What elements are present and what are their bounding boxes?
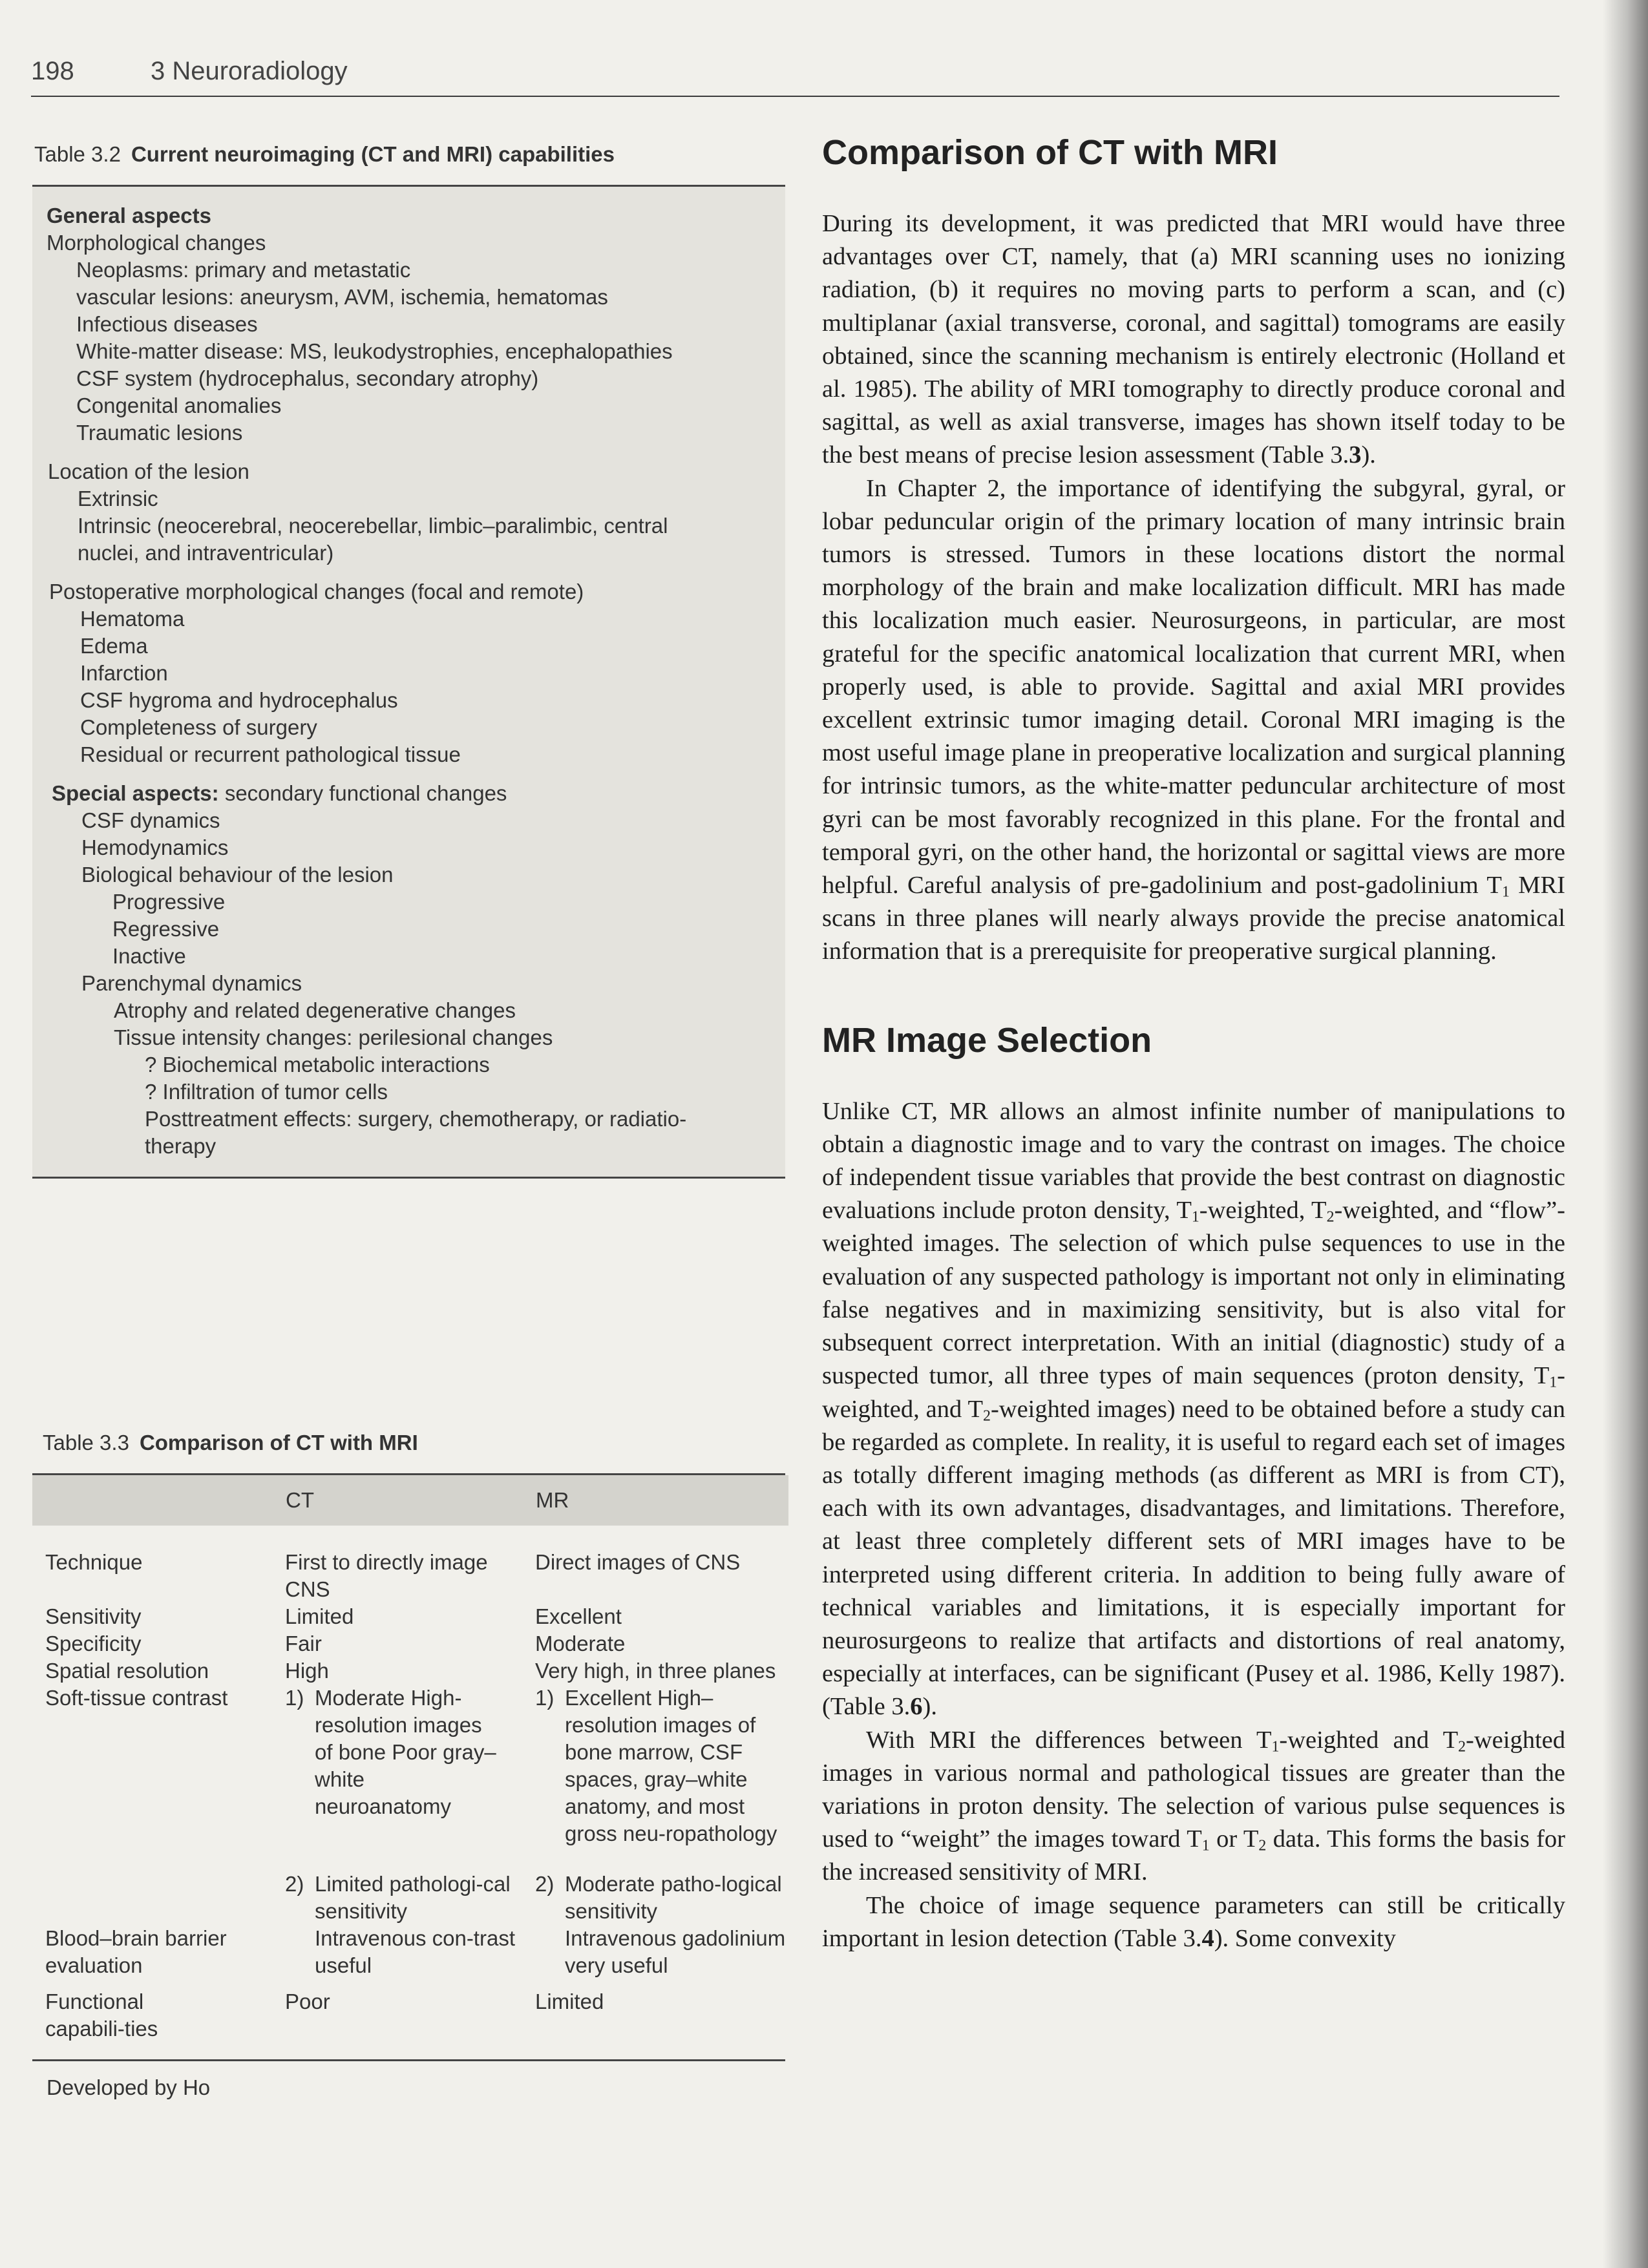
table-row: CSF dynamics (81, 808, 220, 832)
row-label: Technique (45, 1550, 143, 1574)
table-title: Comparison of CT with MRI (139, 1431, 418, 1454)
mr-cell: Very high, in three planes (535, 1659, 776, 1683)
ct-soft-tissue-2: Limited pathologi-cal sensitivity (315, 1872, 511, 1923)
ct-cell: Limited (285, 1604, 354, 1628)
right-column (822, 132, 1565, 1955)
table-header-row (32, 1475, 788, 1526)
table-title: Current neuroimaging (CT and MRI) capabilities (131, 142, 615, 166)
page-number: 198 (31, 57, 74, 85)
paragraph-4: With MRI the differences between $T_1$-weighted and $T_2$-weighted images in various normal and pathological tissues are greater than the variations in proton density. The selection of various pulse sequences is used to “weight” the images toward $T_1$ or $T_2$ data. This forms the basis for the increased sensitivity of MRI. (822, 1726, 1565, 1886)
special-aspects-label: Special aspects: (52, 781, 219, 805)
list-number: 1) (285, 1686, 304, 1710)
table-row: Extrinsic (78, 487, 158, 510)
table-row: ? Biochemical metabolic interactions (145, 1053, 490, 1076)
header-mr: MR (535, 1475, 788, 1526)
table-row: Hemodynamics (81, 835, 229, 859)
table-row: Atrophy and related degenerative changes (114, 998, 516, 1022)
special-aspects-text: secondary functional changes (224, 781, 507, 805)
mr-cell: Intravenous gadolinium very useful (565, 1926, 786, 1977)
row-label: Functional capabili-ties (45, 1990, 158, 2041)
heading-mr-image-selection: MR Image Selection (822, 1020, 1152, 1060)
left-column (32, 142, 785, 2100)
table-3-3 (32, 1473, 785, 2061)
header-ct: CT (285, 1475, 535, 1526)
mr-cell (535, 1685, 788, 1847)
table-row: Inactive (112, 944, 186, 968)
paragraph-3: Unlike CT, MR allows an almost infinite number of manipulations to obtain a diagnostic image and to vary the contrast on images. The choice of independent tissue variables that provide the best contrast on diagnostic evaluations include proton density, $T_1$-weighted, $T_2$-weighted, and “flow”-weighted images. The selection of which pulse sequences to use in the evaluation of any suspected pathology is important not only in eliminating false negatives and in maximizing sensitivity, but is also vital for subsequent correct interpretation. With an initial (diagnostic) study of a suspected tumor, all three types of main sequences (proton density, $T_1$-weighted, and $T_2$-weighted images) need to be obtained before a study can be regarded as complete. In reality, it is useful to regard each set of images as totally different imaging methods (as different as MRI is from CT), each with its own advantages, disadvantages, and limitations. Therefore, at least three completely different sets of MRI images have to be interpreted using different criteria. In addition to being fully aware of technical variables and limitations, it is especially important for neurosurgeons to realize that artifacts and distortions of real anatomy, especially at interfaces, can be significant (Pusey et al. 1986, Kelly 1987). (Table 3.6). (822, 1097, 1565, 1721)
table-row: White-matter disease: MS, leukodystrophies, encephalopathies (76, 339, 673, 363)
table-row (32, 1526, 788, 1603)
table-row: Traumatic lesions (76, 421, 243, 445)
table-row: Congenital anomalies (76, 394, 282, 417)
table-3-2 (32, 185, 785, 1179)
table-row (32, 780, 785, 807)
ct-cell: Poor (285, 1990, 330, 2013)
table-row (32, 1847, 788, 1925)
table-row (32, 1630, 788, 1657)
row-label: Spatial resolution (45, 1659, 209, 1683)
table-row: Residual or recurrent pathological tissue (80, 742, 461, 766)
paragraph-2: In Chapter 2, the importance of identifying the subgyral, gyral, or lobar peduncular origin of the primary location of many intrinsic brain tumors is stressed. Tumors in these locations distort the normal morphology of the brain and make localization difficult. MRI has made this localization much easier. Neurosurgeons, in particular, are most grateful for the specific anatomical localization that current MRI, when properly used, is able to provide. Sagittal and axial MRI provides excellent extrinsic tumor imaging detail. Coronal MRI imaging is the most useful image plane in preoperative localization and surgical planning for intrinsic tumors, as the white-matter peduncular architecture of most gyri can be most favorably recognized in this plane. For the frontal and temporal gyri, on the other hand, the horizontal or sagittal views are more helpful. Careful analysis of pre-gadolinium and post-gadolinium $T_1$ MRI scans in three planes will nearly always provide the precise anatomical information that is a prerequisite for preoperative surgical planning. (822, 474, 1565, 965)
table-row: Completeness of surgery (80, 715, 317, 739)
ct-cell (285, 1847, 535, 1925)
table-row: Infarction (80, 661, 168, 685)
table-row: Progressive (112, 890, 226, 914)
table-row (32, 1603, 788, 1630)
table-3-2-caption (34, 142, 785, 167)
comparison-table (32, 1475, 788, 2059)
page-gutter-shadow (1603, 0, 1648, 2268)
table-row: therapy (145, 1134, 217, 1158)
row-label: Specificity (45, 1632, 142, 1655)
table-ref: 4 (1201, 1924, 1214, 1952)
running-header (31, 57, 1559, 97)
mr-soft-tissue-1: Excellent High–resolution images of bone marrow, CSF spaces, gray–white anatomy, and most gross neu-ropathology (565, 1686, 777, 1845)
mr-cell: Limited (535, 1990, 604, 2013)
table-row (32, 1925, 788, 1979)
table-note: Developed by Ho (47, 2075, 211, 2099)
table-row (32, 1657, 788, 1685)
row-label-blank (32, 1847, 285, 1925)
table-row: nuclei, and intraventricular) (78, 541, 334, 565)
table-row: Regressive (112, 917, 220, 941)
table-row: ? Infiltration of tumor cells (145, 1080, 388, 1104)
table-row (32, 1979, 788, 2059)
mr-cell: Excellent (535, 1604, 622, 1628)
table-label: Table 3.2 (34, 142, 121, 166)
table-row: Hematoma (80, 607, 185, 631)
table-row: CSF system (hydrocephalus, secondary atrophy) (76, 366, 539, 390)
ct-cell (285, 1685, 535, 1847)
list-number: 2) (535, 1872, 555, 1896)
heading-comparison: Comparison of CT with MRI (822, 133, 1278, 172)
mr-cell: Moderate (535, 1632, 626, 1655)
table-ref: 3 (1349, 441, 1362, 469)
table-row (32, 1685, 788, 1847)
table-row: Postoperative morphological changes (focal and remote) (49, 580, 584, 604)
header-blank (32, 1475, 285, 1526)
ct-cell: Fair (285, 1632, 322, 1655)
mr-cell (535, 1847, 788, 1925)
mr-soft-tissue-2: Moderate patho-logical sensitivity (565, 1872, 782, 1923)
table-row: Posttreatment effects: surgery, chemotherapy, or radiatio- (145, 1107, 687, 1131)
table-row: Location of the lesion (48, 459, 249, 483)
row-label: Blood–brain barrier evaluation (45, 1926, 227, 1977)
table-row: CSF hygroma and hydrocephalus (80, 688, 398, 712)
ct-cell: Intravenous con-trast useful (315, 1926, 515, 1977)
table-row: vascular lesions: aneurysm, AVM, ischemia, hematomas (76, 285, 608, 309)
mr-cell: Direct images of CNS (535, 1550, 741, 1574)
table-row: Morphological changes (47, 231, 266, 255)
section-title: 3 Neuroradiology (151, 57, 348, 85)
table-3-3-caption (43, 1431, 785, 1455)
ct-cell: High (285, 1659, 329, 1683)
table-ref: 6 (910, 1693, 923, 1721)
paragraph-1: During its development, it was predicted that MRI would have three advantages over CT, namely, that (a) MRI scanning uses no ionizing radiation, (b) it requires no moving parts to perform a scan, and (c) multiplanar (axial transverse, coronal, and sagittal) tomograms are easily obtained, since the scanning mechanism is entirely electronic (Holland et al. 1985). The ability of MRI tomography to directly produce coronal and sagittal, as well as axial transverse, images has shown itself today to be the best means of precise lesion assessment (Table 3.3). (822, 210, 1565, 469)
table-row: Intrinsic (neocerebral, neocerebellar, limbic–paralimbic, central (78, 514, 668, 538)
list-number: 1) (535, 1686, 555, 1710)
table-row: Biological behaviour of the lesion (81, 863, 394, 887)
paragraph-5: The choice of image sequence parameters can still be critically important in lesion detection (Table 3.4). Some convexity (822, 1891, 1565, 1952)
table-row: Neoplasms: primary and metastatic (76, 258, 411, 282)
table-label: Table 3.3 (43, 1431, 129, 1454)
row-label: Sensitivity (45, 1604, 142, 1628)
table-row: Edema (80, 634, 148, 658)
list-number: 2) (285, 1872, 304, 1896)
ct-soft-tissue-1: Moderate High-resolution images of bone Poor gray–white neuroanatomy (315, 1686, 496, 1818)
table-row: General aspects (47, 204, 211, 227)
row-label: Soft-tissue contrast (45, 1686, 228, 1710)
table-row: Parenchymal dynamics (81, 971, 302, 995)
ct-cell: First to directly image CNS (285, 1550, 488, 1601)
table-row: Infectious diseases (76, 312, 258, 336)
table-row: Tissue intensity changes: perilesional changes (114, 1025, 553, 1049)
